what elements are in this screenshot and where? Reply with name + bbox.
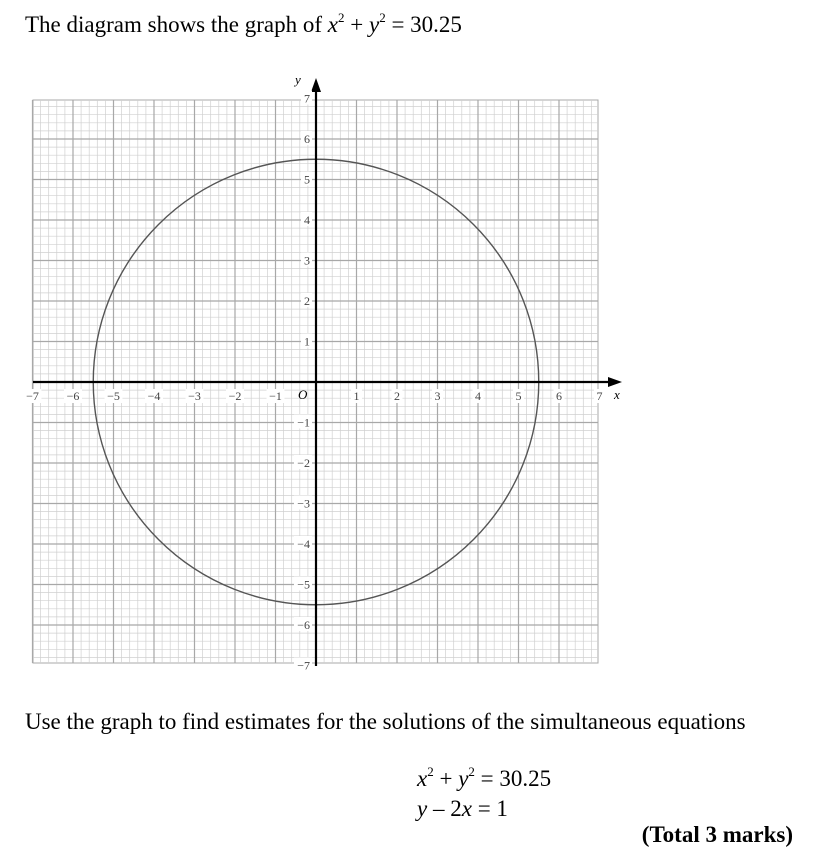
intro-prefix: The diagram shows the graph of <box>25 12 328 37</box>
y-tick--7: −7 <box>297 658 310 673</box>
y-tick-6: 6 <box>304 132 310 146</box>
origin-label: O <box>298 387 308 402</box>
x-tick--4: −4 <box>147 389 161 403</box>
y-tick--4: −4 <box>297 537 310 551</box>
x-tick--6: −6 <box>66 389 80 403</box>
x-tick-5: 5 <box>515 389 522 403</box>
y-tick-4: 4 <box>304 213 310 227</box>
eq2-rhs: = 1 <box>471 796 508 821</box>
intro-x-var: x <box>327 12 338 37</box>
y-tick--5: −5 <box>297 577 310 592</box>
x-tick--7: −7 <box>26 389 39 403</box>
circle-graph <box>0 60 821 675</box>
intro-rhs: = 30.25 <box>385 12 462 37</box>
y-tick--6: −6 <box>297 618 310 632</box>
y-tick--3: −3 <box>297 496 310 511</box>
eq1-rhs: = 30.25 <box>474 766 552 791</box>
y-tick-1: 1 <box>304 334 310 349</box>
y-tick-3: 3 <box>304 253 310 268</box>
x-tick-1: 1 <box>353 389 360 403</box>
eq1-x: x <box>417 766 428 791</box>
x-axis-label: x <box>614 387 620 402</box>
eq2-x: x <box>461 796 472 821</box>
y-axis-arrow <box>311 78 321 92</box>
x-tick-4: 4 <box>475 389 481 403</box>
y-tick-2: 2 <box>304 294 310 308</box>
x-tick--1: −1 <box>269 389 282 403</box>
equation-2 <box>417 796 508 822</box>
eq1-y: y <box>458 766 469 791</box>
y-tick-7: 7 <box>304 91 310 106</box>
eq1-x-exponent: 2 <box>427 764 434 779</box>
intro-y-exponent: 2 <box>379 10 386 25</box>
y-tick-5: 5 <box>304 172 310 187</box>
x-tick-7: 7 <box>596 389 603 403</box>
eq1-y-exponent: 2 <box>468 764 475 779</box>
question-intro <box>25 12 462 38</box>
instruction-text: Use the graph to find estimates for the solutions of the simultaneous equations <box>25 709 746 734</box>
x-tick--5: −5 <box>107 389 120 403</box>
eq2-y: y <box>417 796 428 821</box>
intro-y-var: y <box>368 12 380 37</box>
x-tick-6: 6 <box>556 389 562 403</box>
x-tick--2: −2 <box>228 389 242 403</box>
y-axis-label: y <box>295 72 301 87</box>
intro-x-exponent: 2 <box>337 10 345 25</box>
x-axis-arrow <box>608 377 622 387</box>
y-tick--2: −2 <box>297 456 310 470</box>
equation-1 <box>417 766 551 792</box>
eq1-plus: + <box>433 766 459 791</box>
y-tick--1: −1 <box>297 415 310 430</box>
eq2-mid: – 2 <box>427 796 462 821</box>
x-tick--3: −3 <box>188 389 201 403</box>
total-marks: (Total 3 marks) <box>641 822 793 847</box>
x-tick-2: 2 <box>394 389 400 403</box>
x-tick-3: 3 <box>434 389 441 403</box>
intro-plus: + <box>344 12 369 37</box>
